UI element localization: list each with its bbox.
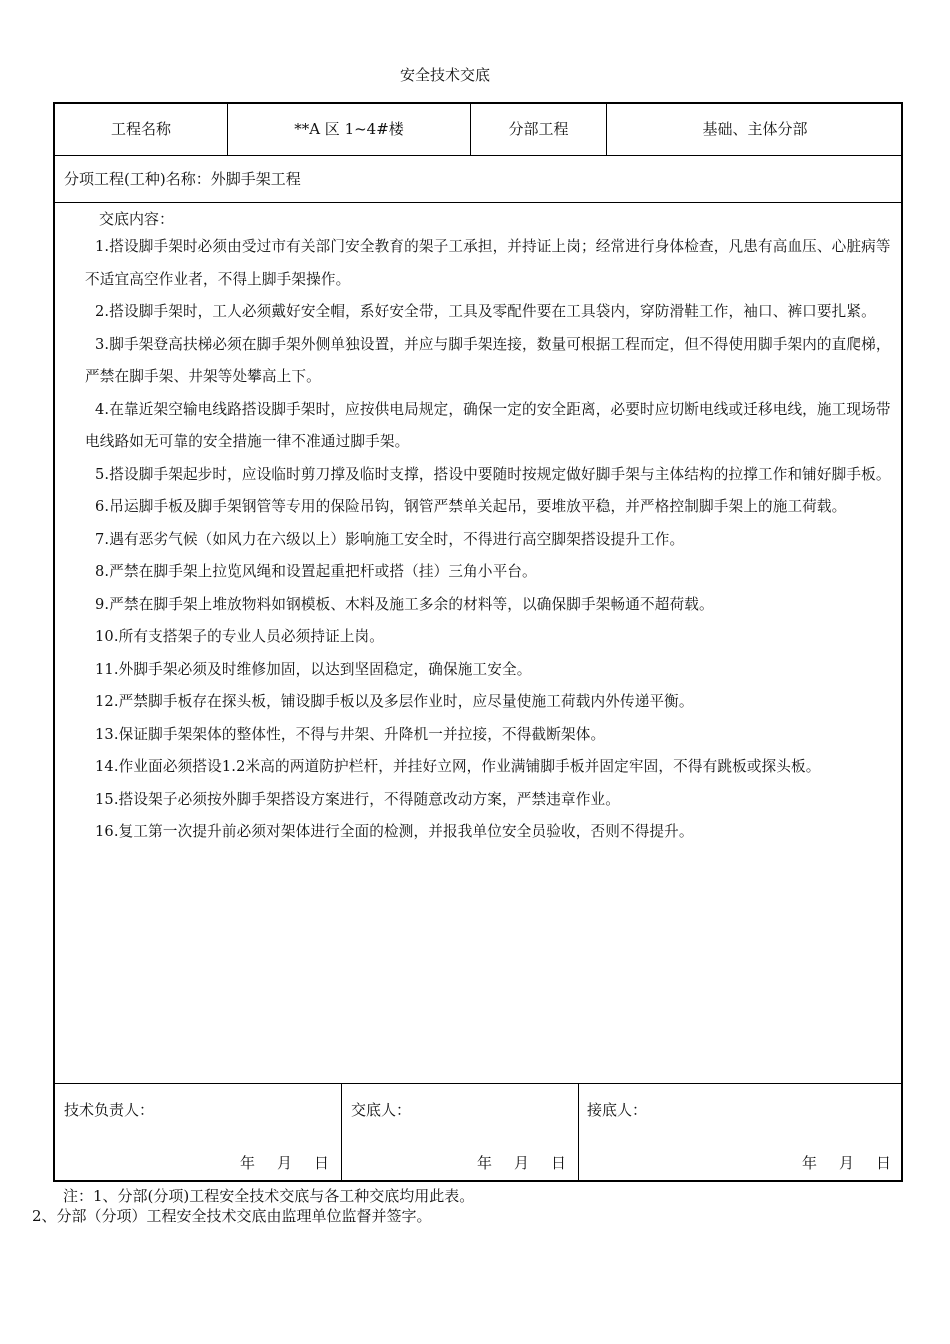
document-title: 安全技术交底 xyxy=(399,66,490,84)
project-name-value: **A 区 1~4#楼 xyxy=(228,104,471,155)
month-label: 月 xyxy=(513,1154,529,1172)
discloser-date xyxy=(455,1152,566,1173)
content-item: 8.严禁在脚手架上拉览风绳和设置起重把杆或搭（挂）三角小平台。 xyxy=(95,563,537,580)
content-item: 11.外脚手架必须及时维修加固，以达到坚固稳定，确保施工安全。 xyxy=(95,660,532,678)
day-label: 日 xyxy=(313,1154,329,1172)
month-label: 月 xyxy=(838,1154,854,1172)
content-item: 1.搭设脚手架时必须由受过市有关部门安全教育的架子工承担，并持证上岗；经常进行身体检查，凡患有高血压、心脏病等不适宜高空作业者，不得上脚手架操作。 xyxy=(85,238,891,288)
discloser-cell[interactable] xyxy=(342,1084,579,1182)
content-item: 16.复工第一次提升前必须对架体进行全面的检测，并报我单位安全员验收，否则不得提升。 xyxy=(95,823,694,840)
content-item: 10.所有支搭架子的专业人员必须持证上岗。 xyxy=(95,628,385,645)
footnotes xyxy=(32,1186,475,1226)
division-label: 分部工程 xyxy=(471,104,607,155)
tech-lead-cell[interactable] xyxy=(55,1084,342,1182)
receiver-cell[interactable] xyxy=(579,1084,903,1182)
year-label: 年 xyxy=(801,1154,817,1172)
project-name-label: 工程名称 xyxy=(55,104,228,155)
tech-lead-label: 技术负责人： xyxy=(64,1101,155,1119)
header-row xyxy=(55,104,901,156)
receiver-date xyxy=(780,1152,891,1173)
year-label: 年 xyxy=(239,1154,255,1172)
content-item: 7.遇有恶劣气候（如风力在六级以上）影响施工安全时，不得进行高空脚架搭设提升工作。 xyxy=(95,530,685,548)
content-item: 12.严禁脚手板存在探头板，铺设脚手板以及多层作业时，应尽量使施工荷载内外传递平衡。 xyxy=(95,693,694,710)
footnote-line: 2、分部（分项）工程安全技术交底由监理单位监督并签字。 xyxy=(32,1207,432,1225)
content-item: 9.严禁在脚手架上堆放物料如钢模板、木料及施工多余的材料等，以确保脚手架畅通不超荷载。 xyxy=(95,595,714,613)
content-item: 3.脚手架登高扶梯必须在脚手架外侧单独设置，并应与脚手架连接，数量可根据工程而定，但不得使用脚手架内的直爬梯，严禁在脚手架、井架等处攀高上下。 xyxy=(85,335,891,385)
month-label: 月 xyxy=(276,1154,292,1172)
disclosure-content xyxy=(55,203,901,1084)
content-item: 13.保证脚手架架体的整体性，不得与井架、升降机一并拉接，不得截断架体。 xyxy=(95,725,606,743)
disclosure-form xyxy=(53,102,903,1182)
content-item: 2.搭设脚手架时，工人必须戴好安全帽，系好安全带，工具及零配件要在工具袋内，穿防滑鞋工作，袖口、裤口要扎紧。 xyxy=(95,303,876,320)
receiver-label: 接底人： xyxy=(587,1101,648,1119)
discloser-label: 交底人： xyxy=(351,1101,412,1119)
tech-lead-date xyxy=(218,1152,329,1173)
footnote-line: 注：1、分部(分项)工程安全技术交底与各工种交底均用此表。 xyxy=(63,1187,475,1205)
day-label: 日 xyxy=(550,1154,566,1172)
division-value: 基础、主体分部 xyxy=(702,120,808,138)
content-item: 14.作业面必须搭设1.2米高的两道防护栏杆，并挂好立网，作业满铺脚手板并固定牢固，不得有跳板或探头板。 xyxy=(95,758,821,775)
content-item: 5.搭设脚手架起步时，应设临时剪刀撑及临时支撑，搭设中要随时按规定做好脚手架与主体结构的拉撑工作和铺好脚手板。 xyxy=(95,465,891,483)
content-item: 4.在靠近架空输电线路搭设脚手架时，应按供电局规定，确保一定的安全距离，必要时应切断电线或迁移电线，施工现场带电线路如无可靠的安全措施一律不准通过脚手架。 xyxy=(85,400,891,450)
subitem-name: 分项工程(工种)名称：外脚手架工程 xyxy=(55,155,901,203)
day-label: 日 xyxy=(875,1154,891,1172)
content-item: 15.搭设架子必须按外脚手架搭设方案进行，不得随意改动方案，严禁违章作业。 xyxy=(95,790,620,808)
content-heading: 交底内容： xyxy=(99,210,175,228)
signature-row xyxy=(55,1084,901,1182)
content-item: 6.吊运脚手板及脚手架钢管等专用的保险吊钩，钢管严禁单关起吊，要堆放平稳，并严格控制脚手架上的施工荷载。 xyxy=(95,498,847,515)
year-label: 年 xyxy=(476,1154,492,1172)
